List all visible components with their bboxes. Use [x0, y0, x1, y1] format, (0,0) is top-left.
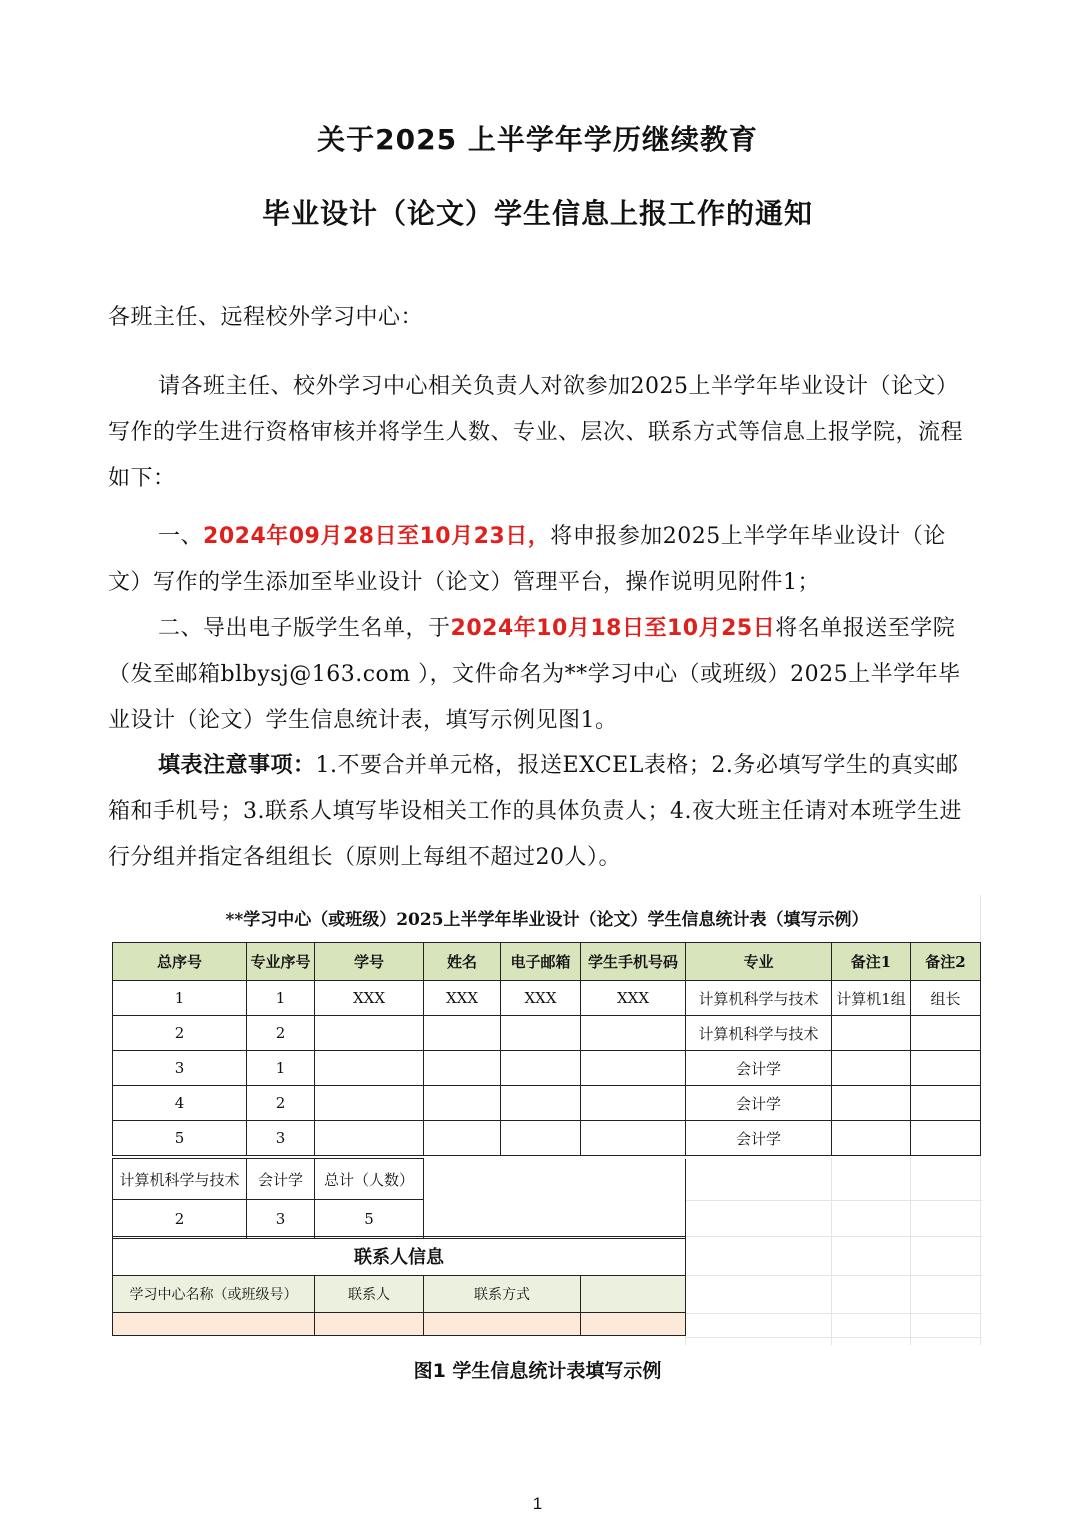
step1-text: 将申报参加2025上半学年毕业设计（论文）写作的学生添加至毕业设计（论文）管理平台，操作说明见附件1；	[108, 524, 946, 595]
cell: 组长	[911, 981, 981, 1016]
cell: 1	[247, 1051, 315, 1086]
cell: 1	[113, 981, 247, 1016]
step2-prefix: 二、导出电子版学生名单，于	[158, 616, 451, 641]
cell	[911, 1016, 981, 1051]
cell: 1	[247, 981, 315, 1016]
cell	[315, 1086, 424, 1121]
cell	[581, 1121, 686, 1156]
cell	[911, 1051, 981, 1086]
cell	[424, 1121, 501, 1156]
cell: 5	[113, 1121, 247, 1156]
cell	[501, 1051, 581, 1086]
gridline	[685, 1313, 982, 1314]
summary-value-cell: 5	[315, 1200, 424, 1239]
summary-header-row	[113, 1159, 686, 1200]
cell: XXX	[315, 981, 424, 1016]
figure-caption: 图1 学生信息统计表填写示例	[413, 1360, 662, 1382]
cell: 2	[247, 1016, 315, 1051]
header-cell: 总序号	[113, 943, 247, 981]
contact-cell	[315, 1313, 424, 1336]
contact-cell	[113, 1313, 315, 1336]
contact-cell	[424, 1313, 581, 1336]
header-cell: 备注1	[832, 943, 911, 981]
table-row	[113, 1051, 981, 1086]
step1-prefix: 一、	[158, 524, 204, 549]
cell: 4	[113, 1086, 247, 1121]
cell: XXX	[581, 981, 686, 1016]
header-cell: 姓名	[424, 943, 501, 981]
table-row	[113, 1016, 981, 1051]
step1-date: 2024年09月28日至10月23日，	[203, 524, 551, 549]
cell	[501, 1086, 581, 1121]
notes-text: 1.不要合并单元格，报送EXCEL表格；2.务必填写学生的真实邮箱和手机号；3.联系人填写毕设相关工作的具体负责人；4.夜大班主任请对本班学生进行分组并指定各组组长（原则上每组不超过20人）。	[108, 753, 962, 870]
gridline	[685, 1236, 982, 1237]
cell: 计算机科学与技术	[686, 1016, 832, 1051]
gridline	[831, 1158, 832, 1345]
cell	[581, 1051, 686, 1086]
cell: 2	[247, 1086, 315, 1121]
notes-paragraph	[108, 743, 970, 881]
table-row	[113, 981, 981, 1016]
gridline	[685, 1200, 982, 1201]
cell: XXX	[501, 981, 581, 1016]
cell	[581, 1016, 686, 1051]
student-info-table	[112, 942, 981, 1156]
contact-header-cell	[581, 1276, 686, 1313]
contact-fill-row	[113, 1313, 686, 1336]
contact-header-cell: 联系方式	[424, 1276, 581, 1313]
cell	[911, 1086, 981, 1121]
cell	[911, 1121, 981, 1156]
summary-value-cell: 2	[113, 1200, 247, 1239]
contact-info-table	[112, 1236, 686, 1336]
cell: 3	[113, 1051, 247, 1086]
doc-title-line1: 关于2025 上半学年学历继续教育	[317, 123, 758, 156]
cell: 会计学	[686, 1121, 832, 1156]
header-cell: 专业	[686, 943, 832, 981]
empty-cell	[424, 1159, 686, 1239]
summary-table	[112, 1158, 686, 1239]
doc-title-line2: 毕业设计（论文）学生信息上报工作的通知	[261, 197, 813, 230]
summary-header-cell: 总计（人数）	[315, 1159, 424, 1200]
summary-header-cell: 计算机科学与技术	[113, 1159, 247, 1200]
step2-paragraph	[108, 606, 970, 744]
cell	[424, 1051, 501, 1086]
cell	[315, 1051, 424, 1086]
header-cell: 电子邮箱	[501, 943, 581, 981]
notes-label: 填表注意事项：	[158, 753, 316, 778]
cell	[832, 1086, 911, 1121]
contact-title-row	[113, 1237, 686, 1276]
contact-header-row	[113, 1276, 686, 1313]
salutation: 各班主任、远程校外学习中心：	[108, 305, 424, 330]
spreadsheet-figure	[112, 895, 982, 1345]
step2-date: 2024年10月18日至10月25日	[450, 616, 776, 641]
cell	[315, 1121, 424, 1156]
contact-header-cell: 联系人	[315, 1276, 424, 1313]
sheet-title: **学习中心（或班级）2025上半学年毕业设计（论文）学生信息统计表（填写示例）	[225, 910, 869, 930]
intro-paragraph: 请各班主任、校外学习中心相关负责人对欲参加2025上半学年毕业设计（论文）写作的学生进行资格审核并将学生人数、专业、层次、联系方式等信息上报学院，流程如下：	[108, 374, 964, 491]
gridline	[910, 1158, 911, 1345]
cell: 会计学	[686, 1051, 832, 1086]
summary-value-cell: 3	[247, 1200, 315, 1239]
header-cell: 专业序号	[247, 943, 315, 981]
table-row	[113, 1121, 981, 1156]
cell: 2	[113, 1016, 247, 1051]
step1-paragraph	[108, 514, 970, 606]
gridline	[685, 1275, 982, 1276]
cell: XXX	[424, 981, 501, 1016]
table-row	[113, 1086, 981, 1121]
cell	[832, 1051, 911, 1086]
cell: 会计学	[686, 1086, 832, 1121]
cell	[501, 1121, 581, 1156]
table-header-row	[113, 943, 981, 981]
header-cell: 学生手机号码	[581, 943, 686, 981]
cell: 计算机1组	[832, 981, 911, 1016]
header-cell: 备注2	[911, 943, 981, 981]
cell	[832, 1016, 911, 1051]
cell: 计算机科学与技术	[686, 981, 832, 1016]
cell	[424, 1086, 501, 1121]
step2-text: 将名单报送至学院（发至邮箱blbysj@163.com ），文件命名为**学习中心（或班级）2025上半学年毕业设计（论文）学生信息统计表，填写示例见图1。	[108, 616, 961, 733]
contact-header-cell: 学习中心名称（或班级号）	[113, 1276, 315, 1313]
cell	[832, 1121, 911, 1156]
cell: 3	[247, 1121, 315, 1156]
summary-header-cell: 会计学	[247, 1159, 315, 1200]
cell	[424, 1016, 501, 1051]
gridline	[685, 1337, 982, 1338]
header-cell: 学号	[315, 943, 424, 981]
contact-title: 联系人信息	[113, 1237, 686, 1276]
cell	[315, 1016, 424, 1051]
contact-cell	[581, 1313, 686, 1336]
page-number: 1	[532, 1494, 543, 1513]
cell	[501, 1016, 581, 1051]
cell	[581, 1086, 686, 1121]
